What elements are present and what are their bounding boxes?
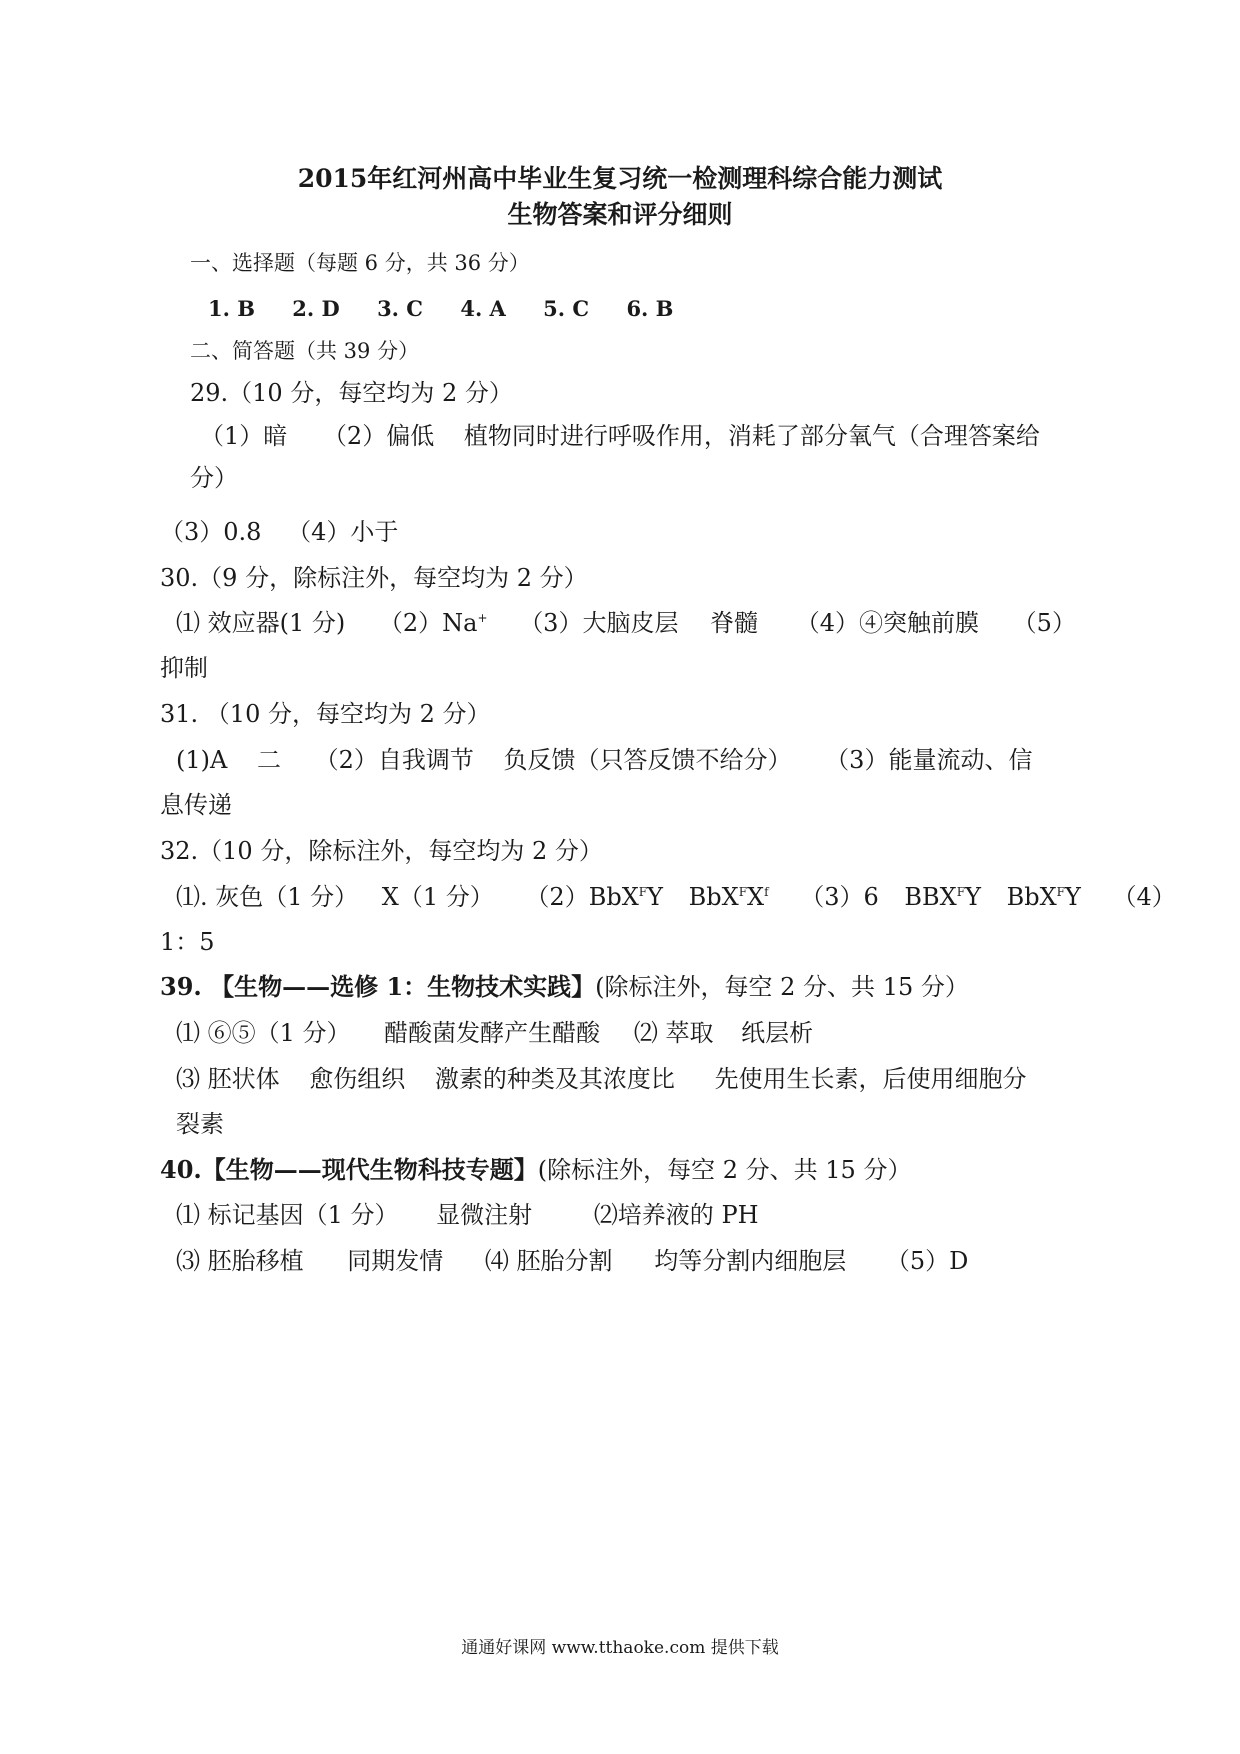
q31-answer-1b: 二 — [256, 746, 281, 774]
q39-answer-3d: 先使用生长素，后使用细胞分 — [714, 1065, 1027, 1093]
q32-answer-3a: （3）6 — [800, 883, 879, 911]
choice-answer: 2. D — [292, 296, 340, 321]
q32-line-1 — [176, 881, 1176, 913]
q39-answer-2b: 纸层析 — [741, 1019, 814, 1047]
q40-answer-2: ⑵培养液的 PH — [593, 1201, 759, 1229]
q32-answer-2b — [689, 883, 769, 911]
q31-heading: 31. （10 分，每空均为 2 分） — [160, 700, 491, 728]
choice-answer: 5. C — [543, 296, 590, 321]
q40-answer-5: （5）D — [885, 1247, 969, 1275]
choice-answer: 4. A — [460, 296, 506, 321]
q39-title: 39. 【生物——选修 1：生物技术实践】 — [160, 972, 596, 1001]
q30-answer-2-text: （2）Na — [378, 609, 478, 637]
choice-answers-row — [208, 293, 673, 325]
q39-line-1 — [176, 1017, 813, 1049]
q40-line-2 — [176, 1245, 968, 1277]
q30-answer-3b: 脊髓 — [710, 609, 759, 637]
q40-answer-1a: ⑴ 标记基因（1 分） — [176, 1201, 399, 1229]
q30-answer-1: ⑴ 效应器(1 分) — [176, 609, 346, 637]
q40-scoring: (除标注外，每空 2 分、共 15 分） — [537, 1156, 912, 1184]
q31-line-1 — [176, 744, 1032, 776]
page-subtitle: 生物答案和评分细则 — [507, 200, 733, 229]
q39-line-3: 裂素 — [176, 1110, 224, 1138]
q32-answer-4-label: （4） — [1112, 883, 1176, 911]
q29-line-1 — [200, 420, 1040, 452]
genotype-text: （2）BbX — [525, 883, 639, 911]
q31-answer-2a: （2）自我调节 — [314, 746, 474, 774]
q40-answer-4b: 均等分割内细胞层 — [654, 1247, 847, 1275]
q39-answer-2a: ⑵ 萃取 — [633, 1019, 714, 1047]
q30-line-1 — [176, 607, 1076, 639]
q31-line-2: 息传递 — [160, 791, 232, 819]
choice-answer: 1. B — [208, 296, 255, 321]
genotype-text: BbX — [1006, 883, 1057, 911]
q39-answer-3b: 愈伤组织 — [309, 1065, 406, 1093]
genotype-text: BbX — [688, 883, 739, 911]
q29-line-3 — [160, 516, 398, 548]
q39-answer-1b: 醋酸菌发酵产生醋酸 — [384, 1019, 601, 1047]
q32-answer-3c — [1007, 883, 1081, 911]
q40-line-1 — [176, 1199, 759, 1231]
superscript: F — [956, 885, 966, 899]
choice-answer: 6. B — [626, 296, 674, 321]
superscript: F — [738, 885, 748, 899]
q32-answer-1b: X（1 分） — [381, 883, 494, 911]
q32-answer-1a: ⑴. 灰色（1 分） — [176, 883, 359, 911]
q29-answer-3: （3）0.8 — [160, 518, 262, 546]
q30-answer-4: （4）④突触前膜 — [795, 609, 980, 637]
q40-heading — [160, 1154, 911, 1186]
choice-answer: 3. C — [377, 296, 424, 321]
superscript: f — [764, 885, 769, 899]
q30-answer-3a: （3）大脑皮层 — [519, 609, 679, 637]
page-title: 2015年红河州高中毕业生复习统一检测理科综合能力测试 — [297, 164, 943, 193]
q39-answer-1a: ⑴ ⑥⑤（1 分） — [176, 1019, 351, 1047]
q32-answer-3b — [904, 883, 981, 911]
q39-scoring: (除标注外，每空 2 分、共 15 分） — [595, 973, 969, 1001]
q30-answer-5-label: （5） — [1012, 609, 1076, 637]
superscript: F — [638, 885, 648, 899]
q29-answer-1: （1）暗 — [200, 422, 288, 450]
genotype-text: X — [747, 883, 765, 911]
q29-answer-4: （4）小于 — [287, 518, 399, 546]
q31-answer-2b: 负反馈（只答反馈不给分） — [503, 746, 792, 774]
q39-heading — [160, 971, 969, 1003]
q40-answer-3a: ⑶ 胚胎移植 — [176, 1247, 304, 1275]
superscript: + — [477, 611, 488, 625]
q39-answer-3a: ⑶ 胚状体 — [176, 1065, 280, 1093]
q39-answer-3c: 激素的种类及其浓度比 — [434, 1065, 675, 1093]
q31-answer-3: （3）能量流动、信 — [825, 746, 1033, 774]
q32-heading: 32.（10 分，除标注外，每空均为 2 分） — [160, 837, 603, 865]
genotype-text: BBX — [904, 883, 957, 911]
q30-heading: 30.（9 分，除标注外，每空均为 2 分） — [160, 564, 588, 592]
q32-line-2: 1：5 — [160, 928, 215, 956]
genotype-text: Y — [965, 883, 981, 911]
q31-answer-1a: (1)A — [176, 746, 228, 774]
section-short-answer-heading: 二、简答题（共 39 分） — [190, 339, 420, 363]
genotype-text: Y — [1064, 883, 1081, 911]
superscript: F — [1056, 885, 1065, 899]
q40-answer-3b: 同期发情 — [347, 1247, 444, 1275]
q39-line-2 — [176, 1063, 1027, 1095]
q29-answer-2a: （2）偏低 — [322, 422, 435, 450]
q29-heading: 29.（10 分，每空均为 2 分） — [190, 379, 513, 407]
section-choice-heading: 一、选择题（每题 6 分，共 36 分） — [190, 251, 530, 275]
q40-title: 40.【生物——现代生物科技专题】 — [160, 1155, 538, 1184]
page-footer: 通通好课网 www.tthaoke.com 提供下载 — [461, 1638, 779, 1658]
q40-answer-4a: ⑷ 胚胎分割 — [484, 1247, 613, 1275]
q32-answer-2a — [525, 883, 663, 911]
q30-line-2: 抑制 — [160, 654, 208, 682]
q29-line-2: 分） — [190, 464, 238, 492]
q30-answer-2 — [379, 609, 488, 637]
q40-answer-1b: 显微注射 — [436, 1201, 533, 1229]
genotype-text: Y — [647, 883, 663, 911]
q29-answer-2b: 植物同时进行呼吸作用，消耗了部分氧气（合理答案给 — [463, 422, 1040, 450]
